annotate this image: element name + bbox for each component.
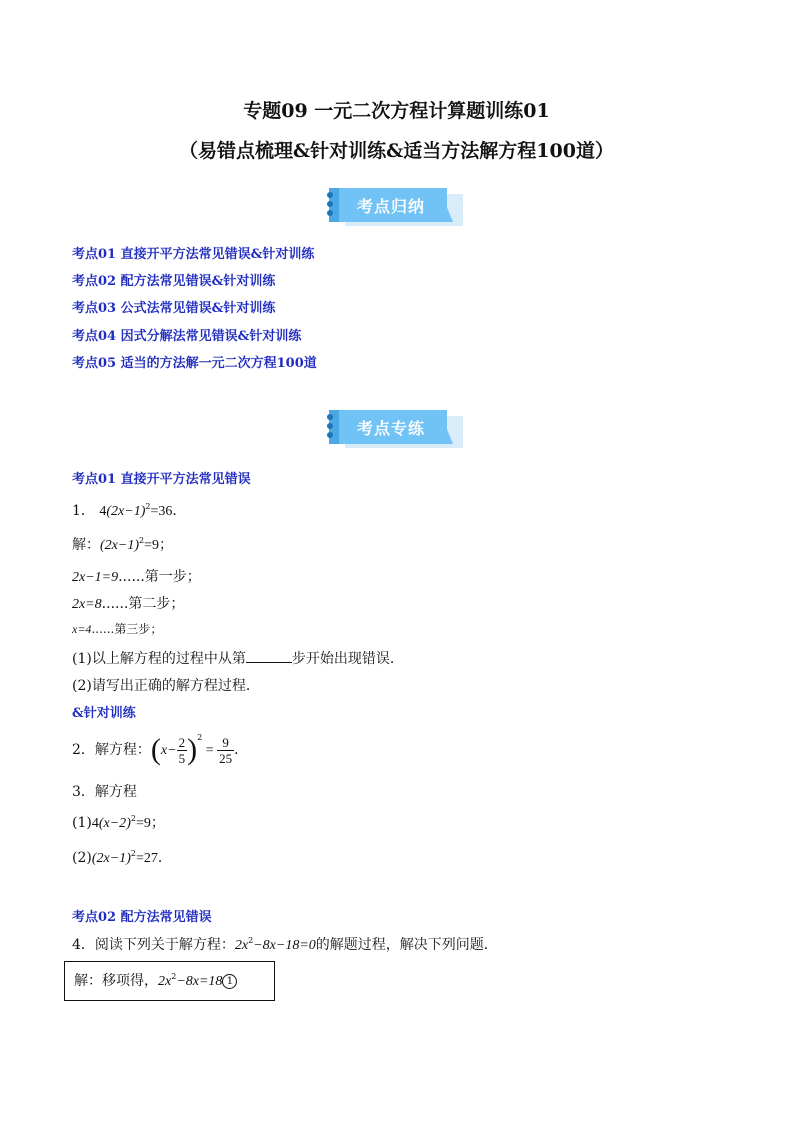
question-3: 3．解方程 bbox=[72, 784, 137, 800]
question-2: 2．解方程：(x− $\frac{2}{5}$ )$^2$ = $\frac{9}{25}$ ． bbox=[72, 733, 249, 766]
practice-banner-label: 考点专练 bbox=[356, 419, 425, 438]
solution-step-1: 2x−1=9......第一步； bbox=[72, 569, 201, 585]
practice-banner bbox=[327, 408, 457, 444]
question-1: 1． $4(2x-1)^2=36$． bbox=[72, 502, 187, 519]
solution-box-content: 解：移项得，$2x^2-8x=18$ 1 bbox=[74, 970, 237, 990]
solution-line-1: 解：$(2x-1)^2=9$； bbox=[72, 536, 174, 553]
question-4: 4．阅读下列关于解方程：$2x^2-8x-18=0$的解题过程，解决下列问题． bbox=[72, 936, 498, 953]
toc-item-02[interactable]: 考点02 配方法常见错误&针对训练 bbox=[72, 274, 276, 289]
sub-question-1: (1)以上解方程的过程中从第 步开始出现错误． bbox=[72, 651, 404, 667]
training-heading: &针对训练 bbox=[72, 706, 136, 721]
question-3-part-2: $(2)(2x-1)^2=27$． bbox=[72, 849, 172, 866]
solution-step-3: x=4......第三步； bbox=[72, 622, 163, 636]
circled-number-1: 1 bbox=[222, 974, 237, 989]
summary-banner bbox=[327, 186, 457, 222]
summary-banner-label: 考点归纳 bbox=[356, 197, 425, 216]
toc-item-03[interactable]: 考点03 公式法常见错误&针对训练 bbox=[72, 301, 276, 316]
page-subtitle: （易错点梳理&针对训练&适当方法解方程100道） bbox=[179, 140, 614, 162]
toc-item-05[interactable]: 考点05 适当的方法解一元二次方程100道 bbox=[72, 356, 317, 371]
section-heading-02: 考点02 配方法常见错误 bbox=[72, 910, 212, 925]
question-3-part-1: $(1)4(x-2)^2=9$； bbox=[72, 814, 165, 831]
toc-item-01[interactable]: 考点01 直接开平方法常见错误&针对训练 bbox=[72, 247, 315, 262]
solution-step-2: 2x=8......第二步； bbox=[72, 596, 185, 612]
toc-item-04[interactable]: 考点04 因式分解法常见错误&针对训练 bbox=[72, 329, 302, 344]
page-title: 专题09 一元二次方程计算题训练01 bbox=[243, 100, 550, 122]
answer-blank[interactable] bbox=[246, 650, 292, 663]
sub-question-2: (2)请写出正确的解方程过程． bbox=[72, 678, 260, 694]
section-heading-01: 考点01 直接开平方法常见错误 bbox=[72, 472, 251, 487]
